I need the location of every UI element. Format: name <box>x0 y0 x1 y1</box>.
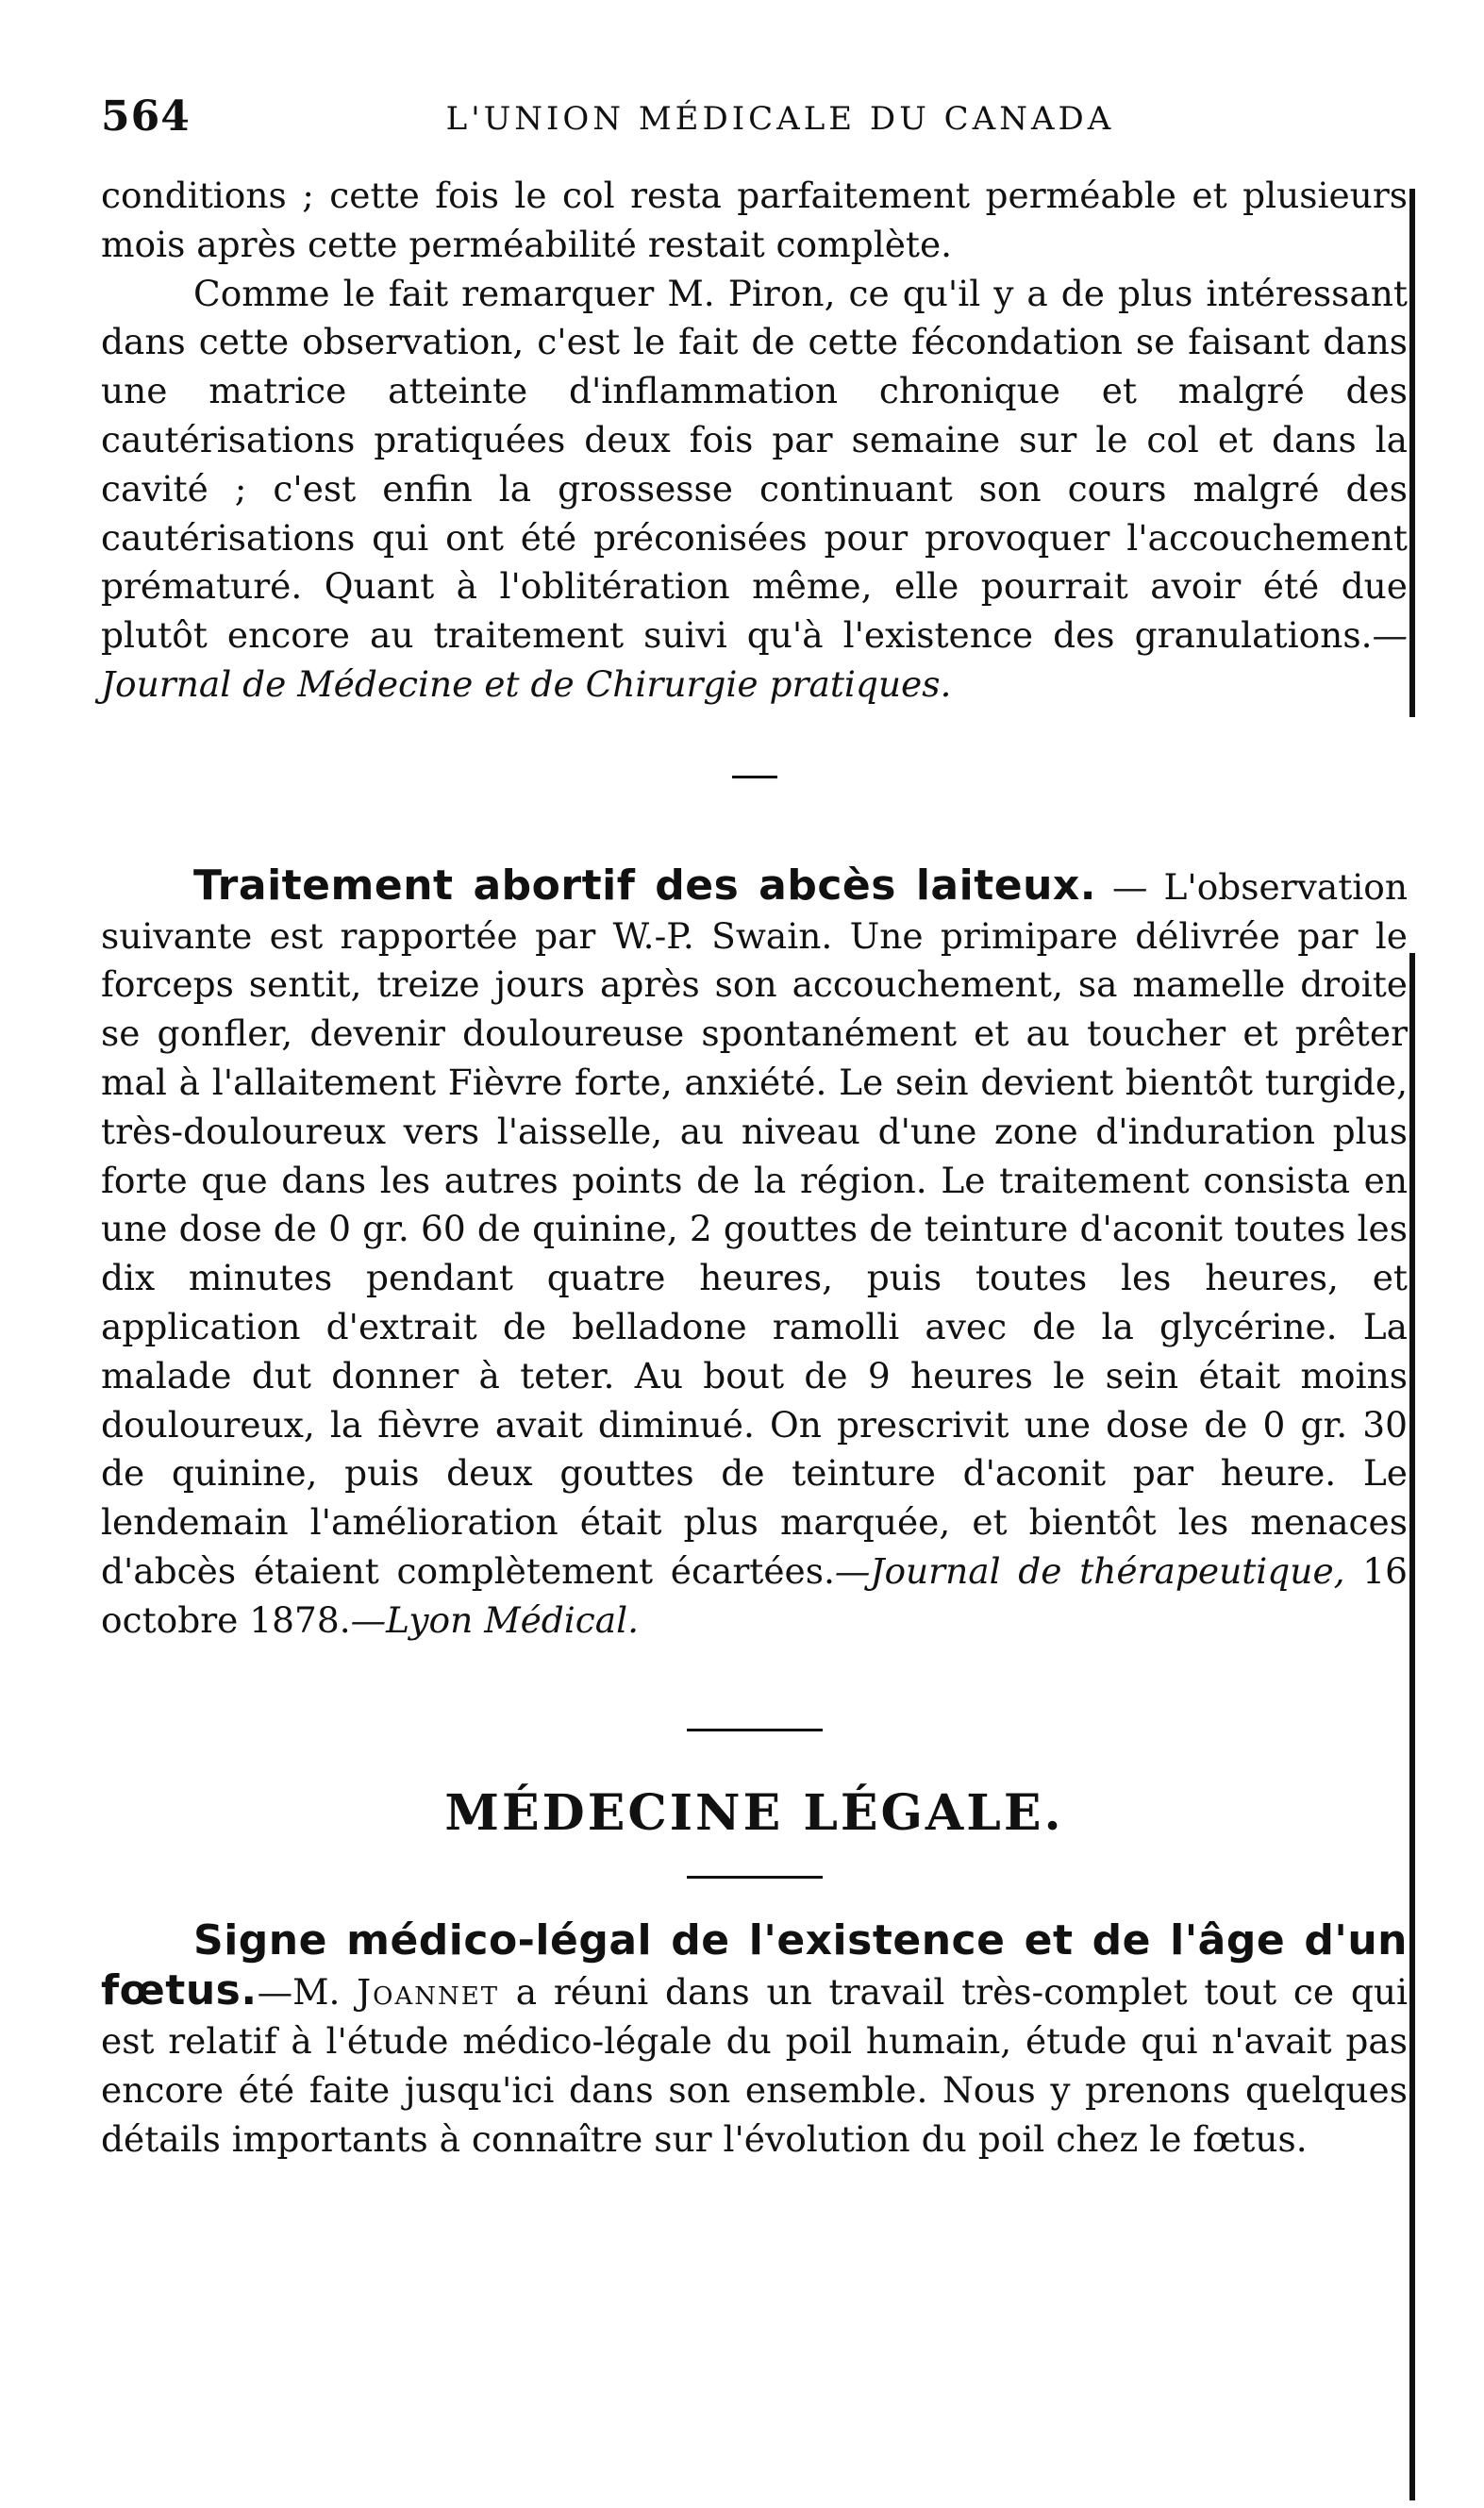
article3-author: Joannet <box>357 1971 500 2014</box>
article2-citation2: —Lyon Médical. <box>350 1598 640 1641</box>
article3-body-pre: —M. <box>257 1971 358 2014</box>
article2-citation-date: 16 octobre 1878. <box>101 1549 1408 1641</box>
running-title: L'UNION MÉDICALE DU CANADA <box>445 100 1115 138</box>
article2-citation: —Journal de thérapeutique, <box>834 1549 1345 1592</box>
article2-paragraph <box>101 861 1408 1646</box>
text-column <box>101 172 1408 2165</box>
article1-para2-text: Comme le fait remarquer M. Piron, ce qu'il y a de plus intéressant dans cette observation, c'est le fait de cette fécondation se faisant dans une matrice atteinte d'inflammation chronique et malgré des cautérisations pratiquées deux fois par semaine sur le col et dans la cavité ; c'est enfin la grossesse continuant son cours malgré des cautérisations qui ont été préconisées pour provoquer l'accouchement prématuré. Quant à l'oblitération même, elle pourrait avoir été due plutôt encore au traitement suivi qu'à l'existence des granulations. <box>101 272 1408 657</box>
article3-body: a réuni dans un travail très-complet tout ce qui est relatif à l'étude médico-légale du poil humain, étude qui n'avait pas encore été faite jusqu'ici dans son ensemble. Nous y prenons quelques détails importants à connaître sur l'évolution du poil chez le fœtus. <box>101 1971 1408 2160</box>
article1-paragraph2 <box>101 270 1408 710</box>
article2-title: Traitement abortif des abcès laiteux. <box>193 861 1097 910</box>
article3-title: Signe médico-légal de l'existence et de l'âge d'un fœtus. <box>101 1915 1408 2015</box>
margin-bar <box>1409 189 1415 717</box>
page-number: 564 <box>101 92 191 141</box>
margin-bar <box>1409 953 1415 2500</box>
article2-body: — L'observation suivante est rapportée par W.-P. Swain. Une primipare délivrée par le forceps sentit, treize jours après son accouchement, sa mamelle droite se gonfler, devenir douloureuse spontanément et au toucher et prêter mal à l'allaitement Fièvre forte, anxiété. Le sein devient bientôt turgide, très-douloureux vers l'aisselle, au niveau d'une zone d'induration plus forte que dans les autres points de la région. Le traitement consista en une dose de 0 gr. 60 de quinine, 2 gouttes de teinture d'aconit toutes les dix minutes pendant quatre heures, puis toutes les heures, et application d'extrait de belladone ramolli avec de la glycérine. La malade dut donner à teter. Au bout de 9 heures le sein était moins douloureux, la fièvre avait diminué. On prescrivit une dose de 0 gr. 30 de quinine, puis deux gouttes de teinture d'aconit par heure. Le lendemain l'amélioration était plus marquée, et bientôt les menaces d'abcès étaient complètement écartées. <box>101 865 1408 1592</box>
article1-paragraph1 <box>101 172 1408 270</box>
section-heading: MÉDECINE LÉGALE. <box>444 1783 1064 1842</box>
article1-para1-text: conditions ; cette fois le col resta parfaitement perméable et plusieurs mois après cette perméabilité restait complète. <box>101 175 1408 265</box>
article3-paragraph <box>101 1916 1408 2165</box>
article1-citation: —Journal de Médecine et de Chirurgie pratiques. <box>101 614 1408 705</box>
page-header <box>101 92 1403 140</box>
